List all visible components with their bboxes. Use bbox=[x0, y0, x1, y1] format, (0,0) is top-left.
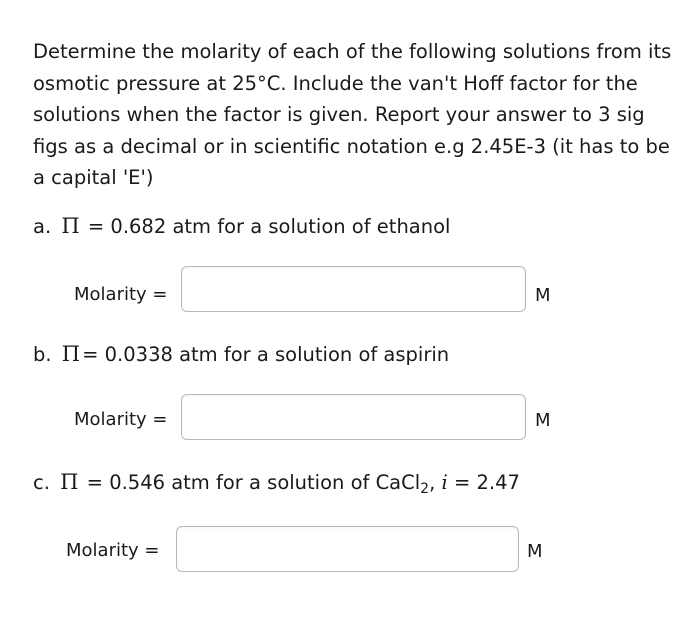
molarity-input-b[interactable] bbox=[181, 394, 526, 440]
molarity-input-c[interactable] bbox=[176, 526, 519, 572]
question-text-after: , bbox=[429, 471, 442, 494]
question-c bbox=[33, 468, 520, 497]
question-letter: a. bbox=[33, 215, 52, 238]
unit-label: M bbox=[535, 410, 551, 431]
molarity-label: Molarity = bbox=[74, 284, 168, 305]
unit-label: M bbox=[527, 541, 543, 562]
question-a bbox=[33, 212, 450, 241]
question-letter: b. bbox=[33, 343, 52, 366]
formula-subscript: 2 bbox=[420, 481, 430, 497]
unit-label: M bbox=[535, 285, 551, 306]
vant-hoff-factor-value: = 2.47 bbox=[447, 471, 520, 494]
osmotic-pressure-symbol: Π bbox=[60, 470, 79, 494]
question-letter: c. bbox=[33, 471, 50, 494]
question-text: = 0.0338 atm for a solution of aspirin bbox=[82, 343, 450, 366]
molarity-input-a[interactable] bbox=[181, 266, 526, 312]
vant-hoff-factor-symbol: i bbox=[441, 471, 448, 494]
problem-instructions: Determine the molarity of each of the following solutions from its osmotic pressure at 25°C. Include the van't Hoff factor for the solutions when the factor is given. Report your answer to 3 sig figs as a decimal or in scientific notation e.g 2.45E-3 (it has to be a capital 'E') bbox=[33, 40, 672, 189]
question-text: = 0.546 atm for a solution of CaCl bbox=[80, 471, 421, 494]
osmotic-pressure-symbol: Π bbox=[61, 342, 81, 366]
question-text: = 0.682 atm for a solution of ethanol bbox=[81, 215, 451, 238]
osmotic-pressure-symbol: Π bbox=[61, 214, 80, 238]
question-b bbox=[33, 340, 449, 369]
molarity-label: Molarity = bbox=[74, 409, 168, 430]
molarity-label: Molarity = bbox=[66, 540, 160, 561]
